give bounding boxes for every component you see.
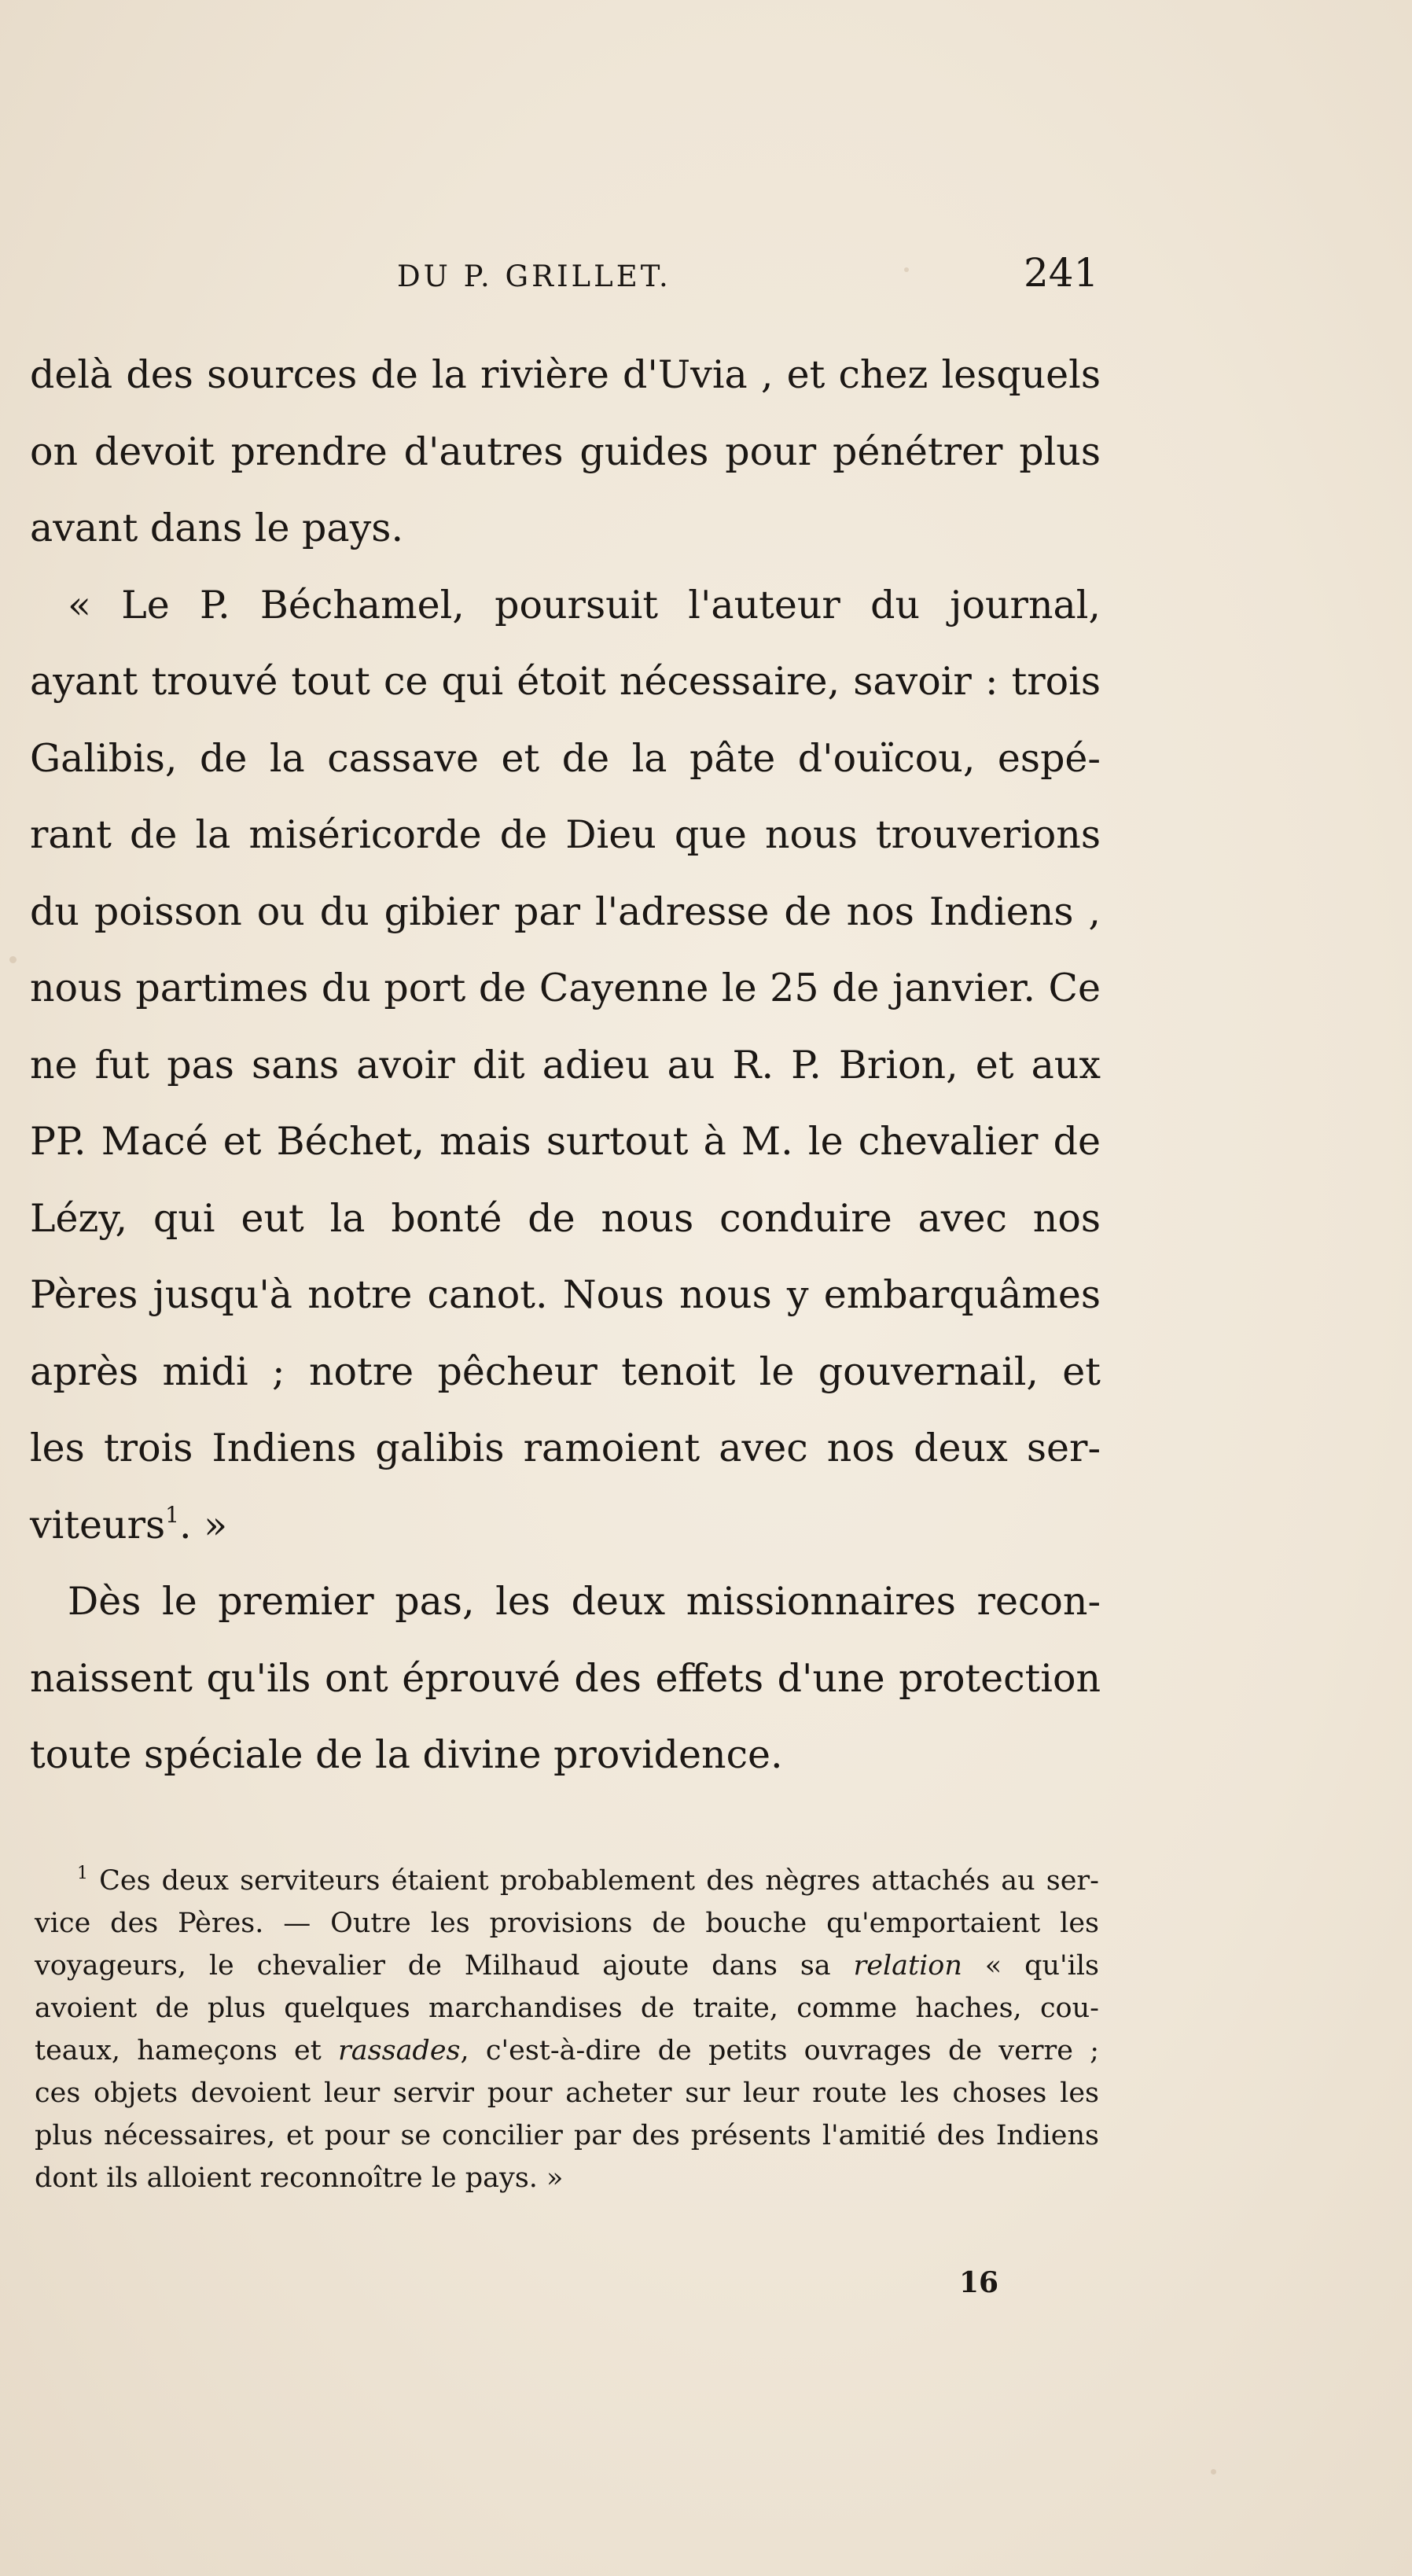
text-line: toute spéciale de la divine providence. xyxy=(30,1732,783,1777)
footnote-marker: 1 xyxy=(77,1864,88,1883)
text-line: avant dans le pays. xyxy=(30,506,404,550)
text-line: Lézy, qui eut la bonté de nous conduire avec nos xyxy=(30,1195,1101,1241)
footnote-line: vice des Pères. — Outre les provisions de bouche qu'emportaient les xyxy=(35,1908,1099,1939)
footnote-line: dont ils alloient reconnoître le pays. » xyxy=(35,2162,564,2194)
text-line xyxy=(30,1487,1101,1564)
text-fragment: , c'est-à-dire de petits ouvrages de verre ; xyxy=(460,2035,1099,2066)
footnote-line: plus nécessaires, et pour se concilier par des présents l'amitié des Indiens xyxy=(35,2120,1099,2151)
signature-mark: 16 xyxy=(959,2266,999,2299)
text-line: nous partimes du port de Cayenne le 25 de janvier. Ce xyxy=(30,966,1101,1010)
text-line: après midi ; notre pêcheur tenoit le gouvernail, et xyxy=(30,1349,1101,1394)
text-line: Dès le premier pas, les deux missionnaires recon- xyxy=(68,1579,1101,1624)
italic-term: rassades xyxy=(338,2035,461,2066)
page-number: 241 xyxy=(1024,250,1099,296)
text-line: du poisson ou du gibier par l'adresse de nos Indiens , xyxy=(30,889,1101,934)
text-line: on devoit prendre d'autres guides pour pénétrer plus xyxy=(30,429,1101,474)
text-fragment: viteurs xyxy=(30,1502,166,1547)
text-line: ne fut pas sans avoir dit adieu au R. P. Brion, et aux xyxy=(30,1042,1101,1087)
paper-stain xyxy=(1211,2469,1216,2475)
text-line: delà des sources de la rivière d'Uvia , et chez lesquels xyxy=(30,352,1101,397)
text-line: Pères jusqu'à notre canot. Nous nous y embarquâmes xyxy=(30,1272,1101,1317)
italic-term: relation xyxy=(853,1950,962,1982)
text-line: Galibis, de la cassave et de la pâte d'ouïcou, espé- xyxy=(30,735,1101,781)
footnote-line: ces objets devoient leur servir pour acheter sur leur route les choses les xyxy=(35,2077,1099,2109)
running-head: DU P. GRILLET. xyxy=(397,259,671,293)
footnote-line xyxy=(35,1860,1099,1902)
paper-stain xyxy=(9,956,17,963)
main-text xyxy=(30,337,1101,1794)
footnote xyxy=(35,1860,1099,2199)
footnote-line: avoient de plus quelques marchandises de traite, comme haches, cou- xyxy=(35,1993,1099,2024)
footnote-line xyxy=(35,1945,1099,1987)
text-fragment: teaux, hameçons et xyxy=(35,2035,322,2066)
text-line: « Le P. Béchamel, poursuit l'auteur du journal, xyxy=(68,582,1101,627)
footnote-reference: 1 xyxy=(165,1501,179,1528)
text-line: naissent qu'ils ont éprouvé des effets d'une protection xyxy=(30,1655,1101,1701)
text-fragment: . » xyxy=(179,1502,228,1547)
paper-stain xyxy=(904,267,909,272)
text-line: rant de la miséricorde de Dieu que nous trouverions xyxy=(30,812,1101,857)
text-fragment: voyageurs, le chevalier de Milhaud ajoute dans sa xyxy=(35,1950,831,1982)
text-fragment: « qu'ils xyxy=(984,1950,1099,1982)
text-line: les trois Indiens galibis ramoient avec nos deux ser- xyxy=(30,1426,1101,1470)
text-fragment: Ces deux serviteurs étaient probablement des nègres attachés au ser- xyxy=(99,1865,1099,1897)
text-line: PP. Macé et Béchet, mais surtout à M. le chevalier de xyxy=(30,1119,1101,1164)
footnote-line xyxy=(35,2030,1099,2072)
text-line: ayant trouvé tout ce qui étoit nécessaire, savoir : trois xyxy=(30,659,1101,704)
